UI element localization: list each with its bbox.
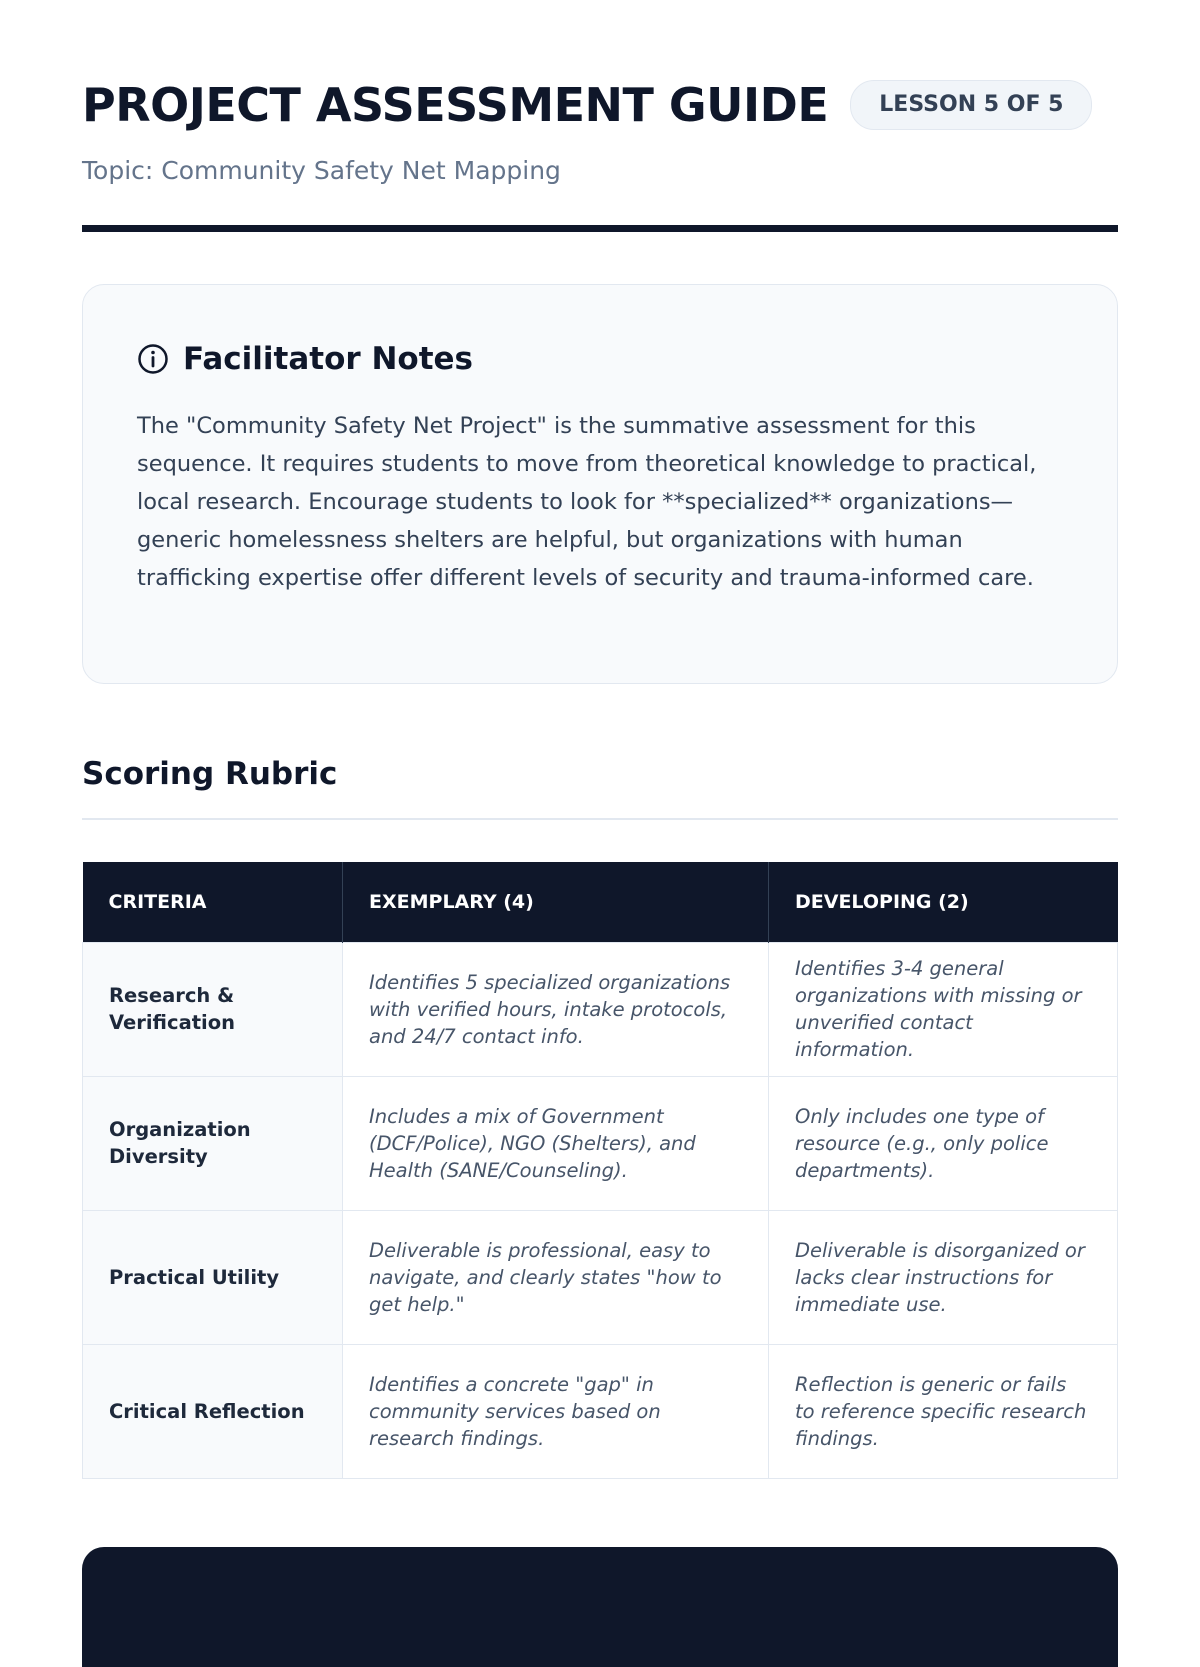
table-row xyxy=(83,1076,1118,1210)
notes-title: Facilitator Notes xyxy=(183,341,474,377)
page-subtitle: Topic: Community Safety Net Mapping xyxy=(82,156,561,185)
header-developing: DEVELOPING (2) xyxy=(769,862,1118,943)
criteria-cell: Organization Diversity xyxy=(83,1076,343,1210)
facilitator-notes-card xyxy=(82,284,1118,684)
header-exemplary: EXEMPLARY (4) xyxy=(343,862,769,943)
developing-cell: Only includes one type of resource (e.g., only police departments). xyxy=(769,1076,1118,1210)
table-row xyxy=(83,1210,1118,1344)
developing-cell: Reflection is generic or fails to reference specific research findings. xyxy=(769,1344,1118,1478)
table-row xyxy=(83,1344,1118,1478)
lesson-badge: LESSON 5 OF 5 xyxy=(850,80,1092,130)
rubric-title: Scoring Rubric xyxy=(82,756,338,792)
developing-cell: Deliverable is disorganized or lacks clear instructions for immediate use. xyxy=(769,1210,1118,1344)
title-row xyxy=(82,80,1118,130)
criteria-cell: Research & Verification xyxy=(83,942,343,1076)
exemplary-cell: Identifies 5 specialized organizations with verified hours, intake protocols, and 24/7 contact info. xyxy=(343,942,769,1076)
rubric-header-row xyxy=(83,862,1118,943)
exemplary-cell: Identifies a concrete "gap" in community services based on research findings. xyxy=(343,1344,769,1478)
rubric-table xyxy=(82,862,1118,1479)
criteria-cell: Practical Utility xyxy=(83,1210,343,1344)
developing-cell: Identifies 3-4 general organizations with missing or unverified contact information. xyxy=(769,942,1118,1076)
table-row xyxy=(83,942,1118,1076)
exemplary-cell: Deliverable is professional, easy to navigate, and clearly states "how to get help." xyxy=(343,1210,769,1344)
header-criteria: CRITERIA xyxy=(83,862,343,943)
rubric-divider xyxy=(82,818,1118,820)
info-icon xyxy=(137,343,169,375)
footer-panel xyxy=(82,1547,1118,1667)
header-divider xyxy=(82,225,1118,232)
page-header xyxy=(82,0,1118,232)
notes-body: The "Community Safety Net Project" is the summative assessment for this sequence. It requires students to move from theoretical knowledge to practical, local research. Encourage students to look for **specialized** organizations—generic homelessness shelters are helpful, but organizations with human trafficking expertise offer different levels of security and trauma-informed care. xyxy=(137,413,1037,591)
page-title: PROJECT ASSESSMENT GUIDE xyxy=(82,78,829,132)
notes-heading xyxy=(137,341,1063,377)
criteria-cell: Critical Reflection xyxy=(83,1344,343,1478)
exemplary-cell: Includes a mix of Government (DCF/Police), NGO (Shelters), and Health (SANE/Counseling). xyxy=(343,1076,769,1210)
